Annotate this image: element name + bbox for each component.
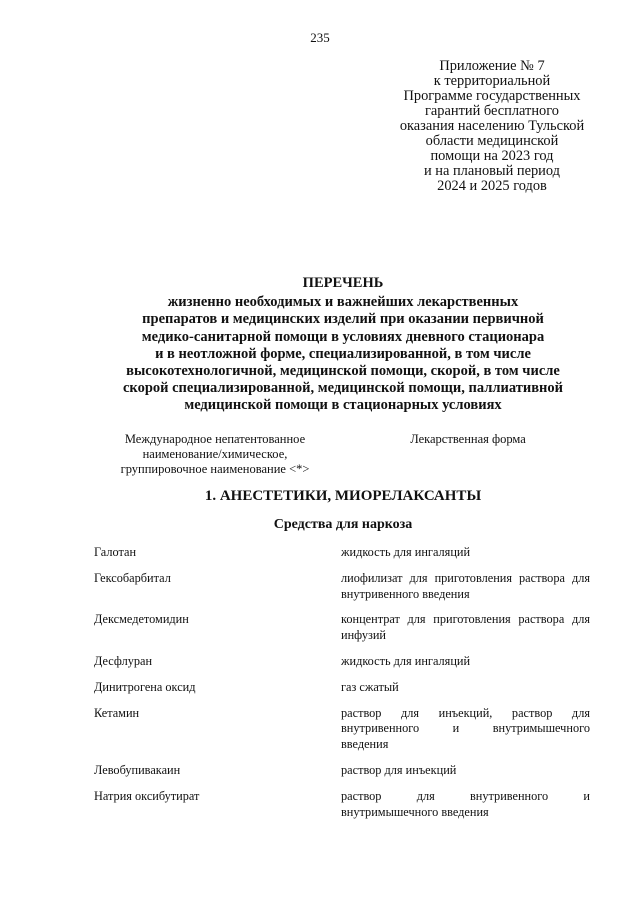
title-line: высокотехнологичной, медицинской помощи, скорой, в том числе (126, 363, 560, 380)
section-heading: 1. АНЕСТЕТИКИ, МИОРЕЛАКСАНТЫ (204, 488, 482, 504)
appendix-line: 2024 и 2025 годов (437, 178, 547, 194)
appendix-line: к территориальной (433, 73, 551, 89)
drug-form-line: концентрат для приготовления раствора для (341, 612, 590, 627)
appendix-line: и на плановый период (423, 163, 560, 179)
title-line: жизненно необходимых и важнейших лекарственных (167, 294, 519, 311)
appendix-line: оказания населению Тульской (399, 118, 585, 134)
appendix-line: гарантий бесплатного (425, 103, 559, 119)
title-heading: ПЕРЕЧЕНЬ (302, 275, 384, 291)
appendix-note (392, 59, 592, 194)
drug-form (341, 545, 590, 561)
drug-form-line: жидкость для ингаляций (341, 653, 471, 668)
drug-form-line: внутривенного введения (341, 586, 470, 601)
drug-row (0, 545, 640, 561)
drug-name: Натрия оксибутират (94, 788, 200, 803)
title-line: препаратов и медицинских изделий при оказании первичной (142, 311, 544, 328)
drug-form-line: газ сжатый (341, 679, 399, 694)
drug-form-line: раствор для инъекций, раствор для (341, 705, 590, 720)
drug-row (0, 789, 640, 821)
title-line: скорой специализированной, медицинской помощи, паллиативной (122, 380, 564, 397)
appendix-line: Программе государственных (403, 88, 581, 104)
drug-form-line: внутримышечного введения (341, 804, 489, 819)
appendix-line: области медицинской (425, 133, 559, 149)
drug-form-line: раствор для внутривенного и (341, 788, 590, 803)
column-header-form: Лекарственная форма (410, 432, 526, 446)
drug-form-line: раствор для инъекций (341, 762, 457, 777)
column-header-line: наименование/химическое, (142, 447, 288, 461)
drug-form-line: внутривенного и внутримышечного (341, 721, 590, 736)
title-line: и в неотложной форме, специализированной, в том числе (155, 345, 531, 362)
drug-row (0, 763, 640, 779)
column-header-line: группировочное наименование <*> (120, 462, 310, 476)
drug-form (341, 571, 590, 603)
drug-form (341, 680, 590, 696)
drug-form (341, 706, 590, 753)
drug-form-line: введения (341, 737, 389, 752)
drug-row (0, 680, 640, 696)
appendix-line: Приложение № 7 (439, 58, 545, 74)
drug-list (0, 545, 640, 830)
page-number: 235 (310, 30, 330, 45)
drug-row (0, 612, 640, 644)
drug-form-line: лиофилизат для приготовления раствора для (341, 570, 590, 585)
drug-form-line: инфузий (341, 628, 386, 643)
drug-row (0, 571, 640, 603)
drug-row (0, 654, 640, 670)
drug-row (0, 706, 640, 753)
drug-name: Дексмедетомидин (94, 612, 189, 627)
drug-name: Гексобарбитал (94, 570, 171, 585)
drug-form (341, 789, 590, 821)
drug-form (341, 612, 590, 644)
column-header-name (100, 432, 330, 477)
document-title (0, 275, 640, 415)
appendix-line: помощи на 2023 год (430, 148, 554, 164)
title-line: медицинской помощи в стационарных условиях (184, 397, 502, 414)
column-header-line: Международное непатентованное (124, 432, 306, 446)
drug-form (341, 763, 590, 779)
drug-form-line: жидкость для ингаляций (341, 545, 471, 559)
drug-name: Десфлуран (94, 653, 153, 668)
subsection-heading: Средства для наркоза (273, 517, 413, 532)
drug-name: Динитрогена оксид (94, 679, 196, 694)
drug-name: Левобупивакаин (94, 762, 181, 777)
drug-form (341, 654, 590, 670)
drug-name: Кетамин (94, 705, 140, 720)
drug-name: Галотан (94, 545, 137, 559)
title-line: медико-санитарной помощи в условиях дневного стационара (141, 328, 545, 345)
